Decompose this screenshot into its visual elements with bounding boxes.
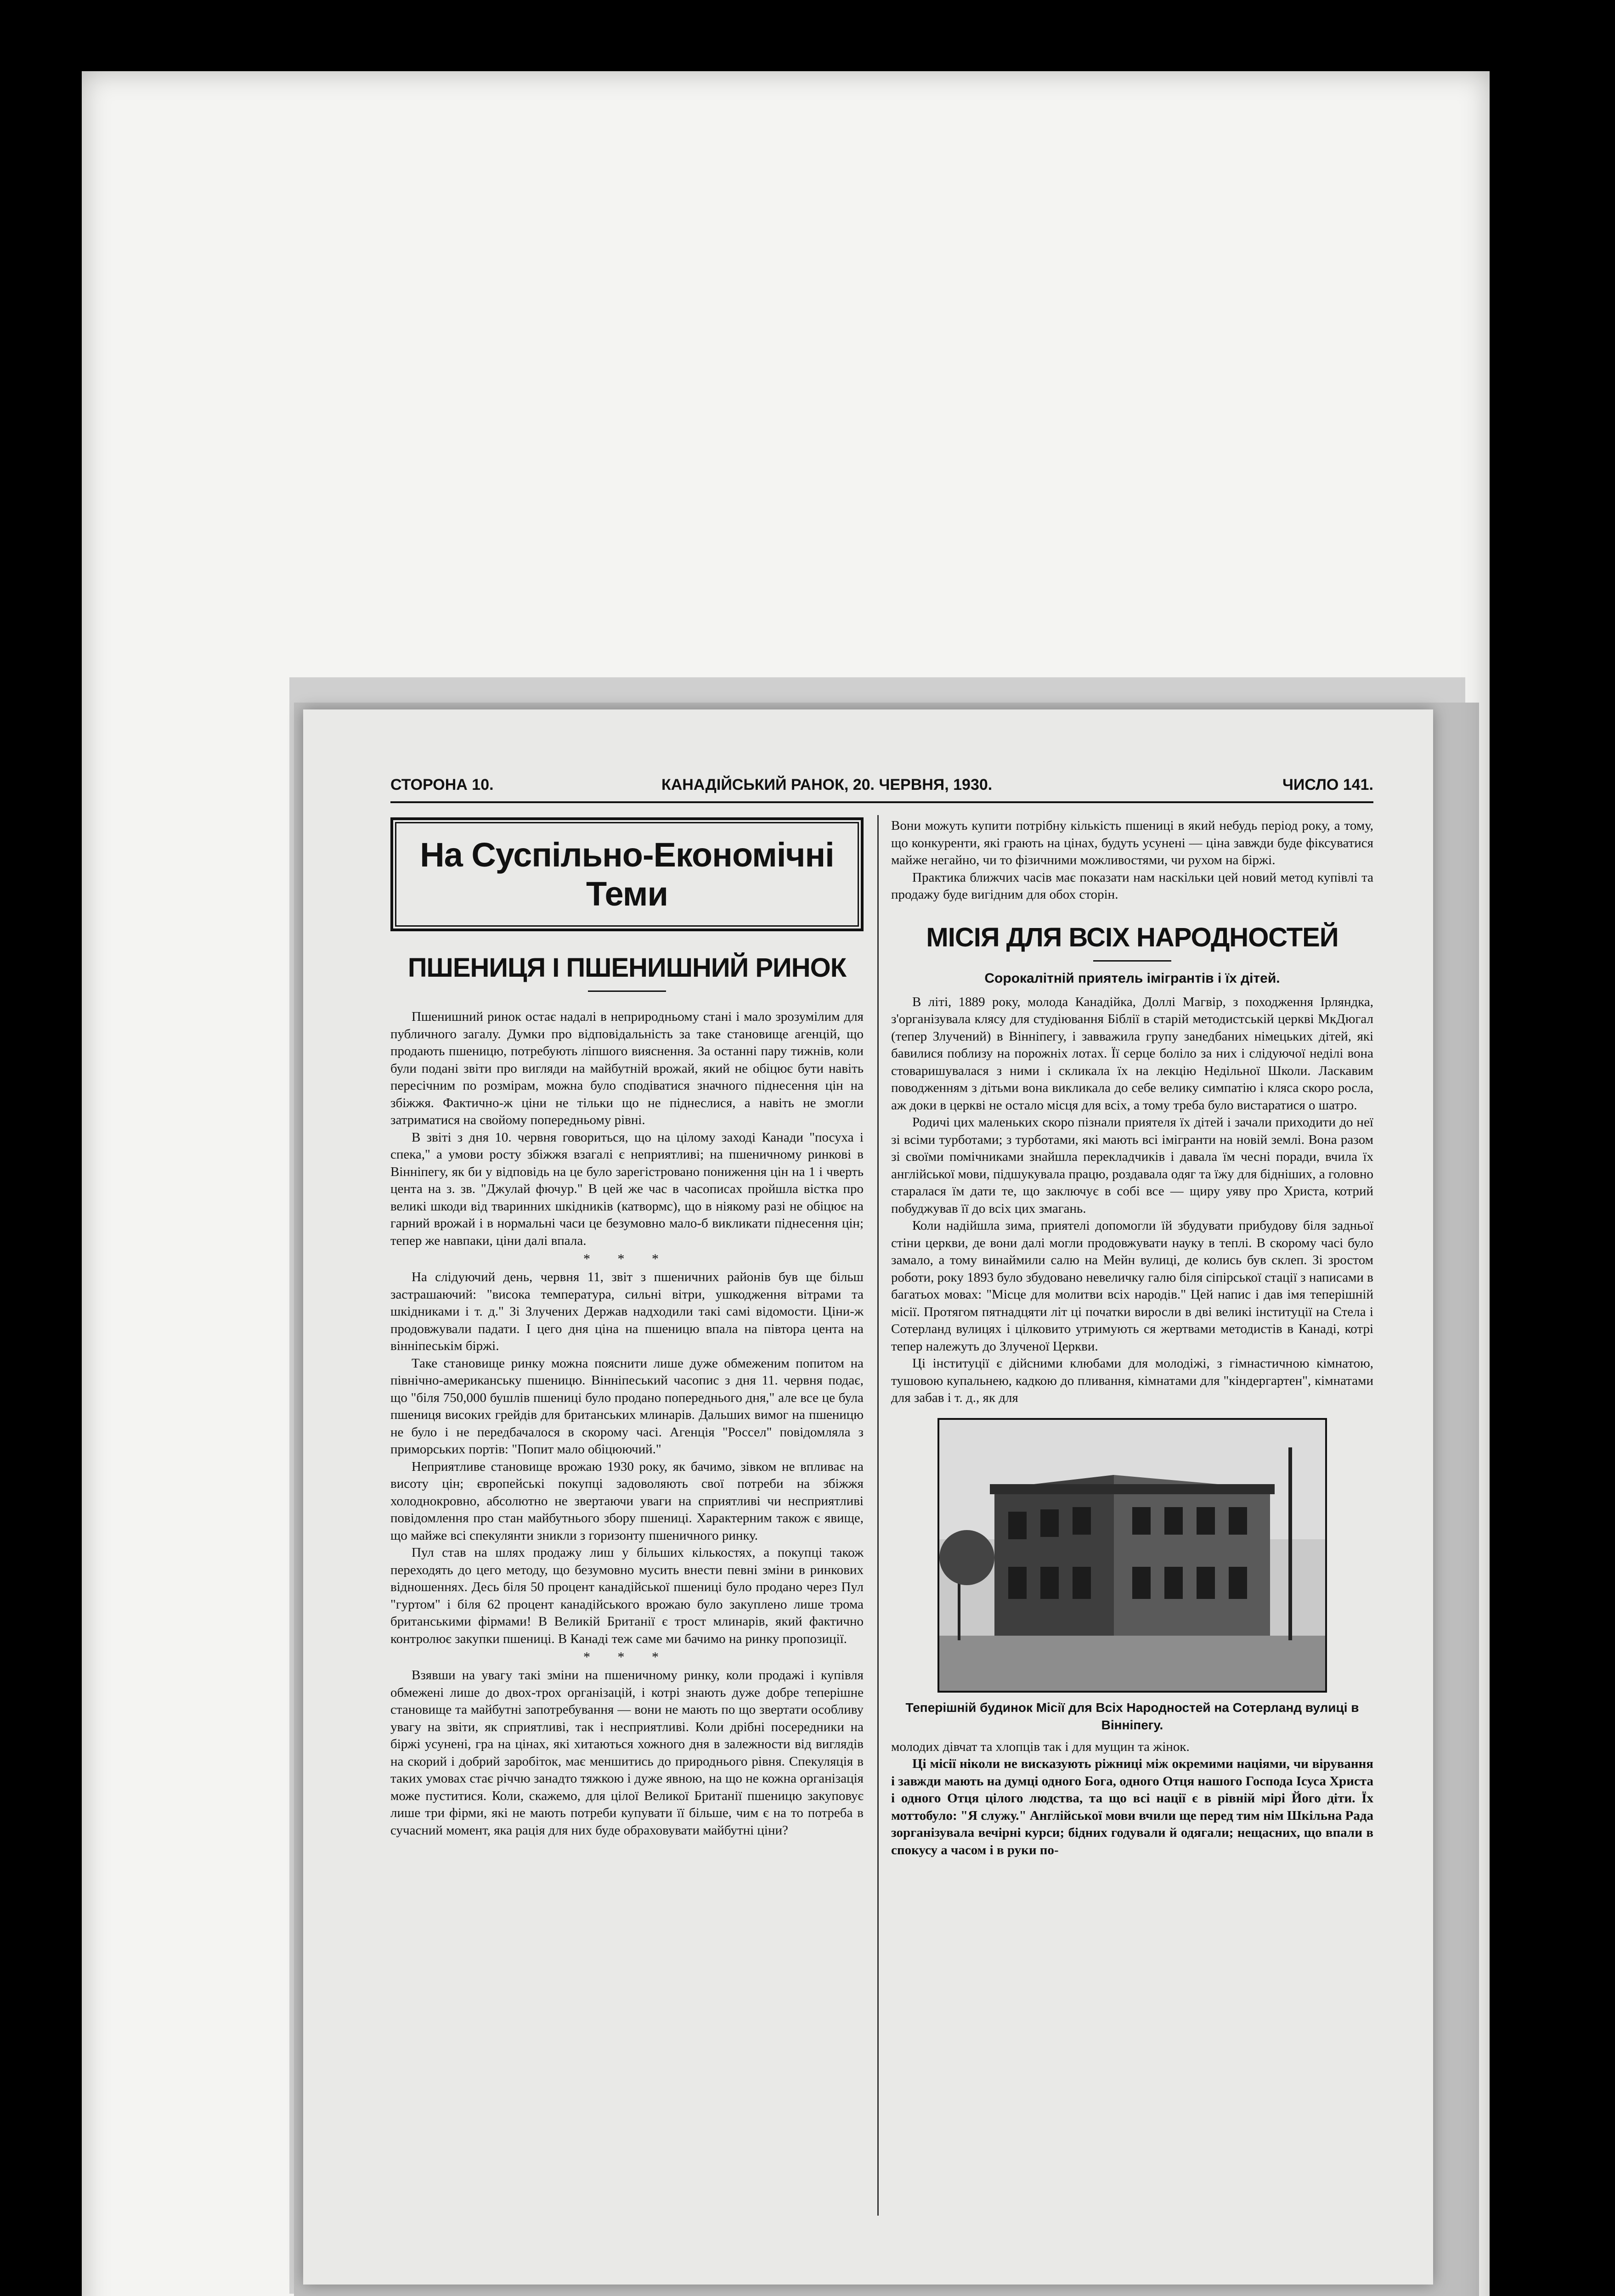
section-title: На Суспільно-Економічні Теми (395, 822, 859, 927)
headline-rule (588, 990, 666, 992)
paragraph: Вони можуть купити потрібну кількість пшениці в який небудь період року, а тому, що конкуренти, які грають на цінах, будуть усунені — ціна завжди буде фіксуватися майже негайно, чи то фізичними можливостями, чи рухом на біржі. (891, 818, 1373, 867)
left-column (390, 817, 864, 1839)
paragraph: Коли надійшла зима, приятелі допомогли їй збудувати прибудову біля задньої стіни церкви, де вони далі могли продовжувати науку в теплі. В скорому часі було замало, а тому винаймили салю на Мейн вулиці, де колись був склеп. Зі зростом роботи, року 1893 було збудовано невеличку галю біля сіпірської стації з написами в багатьох мовах: "Місце для молитви всіх народів." Цей напис і дав імя теперішній місії. Протягом пятнадцяти літ ці початки виросли в дві великі інституції на Стела і Сотерланд вулицях і цілковито утримують ся жертвами методистів в Канаді, котрі тепер належуть до Злученої Церкви. (891, 1218, 1373, 1354)
column-rule (877, 815, 879, 2216)
paragraph: Ці місії ніколи не висказують ріжниці між окремими націями, чи вірування і завжди мають на думці одного Бога, одного Отця нашого Господа Ісуса Христа і одного Отця цілого людства, та що всі нації є в рівній мірі Його діти. Їх моттобуло: "Я служу." Англійської мови вчили ще перед тим нім Шкільна Рада зорганізувала вечірні курси; бідних годували й одягали; нещасних, що впали в спокусу а часом і в руки по- (891, 1756, 1373, 1857)
section-separator: * * * (583, 1649, 671, 1665)
paragraph: В літі, 1889 року, молода Канадійка, Доллі Магвір, з походження Ірляндка, з'організувала клясу для студіювання Біблії в старій методистській церкві МкДюгал (тепер Злучений) в Вінніпегу, і завважила групу занедбаних німецьких дітей, які бавилися поблизу на порожніх лотах. Її серце боліло за них і слідуючої неділі вона стоваришувалася з ними і скликала їх на лекцію Недільної Школи. Ласкавим поводженням з дітьми вона викликала до себе велику симпатію і кляса скоро росла, аж доки в церкві не остало місця для всіх, а тому треба було вистаратися о шатро. (891, 994, 1373, 1113)
newspaper-page (303, 709, 1433, 2285)
paragraph: Родичі цих маленьких скоро пізнали приятеля їх дітей і зачали приходити до неї зі всіми турботами; з турботами, які мають всі імігранти на новій землі. Вона разом зі своїми помічниками знайшла перекладчиків і давала їм чесні поради, вчила їх англійської мови, підшукувала працю, роздавала одяг та їжу для бідніших, а головно старалася їм дати те, що заключує в собі все — щиру уяву про Христа, котрий побуджував її до всіх цих змагань. (891, 1115, 1373, 1216)
right-column (891, 817, 1373, 1859)
page-header (390, 776, 1373, 799)
masthead-date: КАНАДІЙСЬКИЙ РАНОК, 20. ЧЕРВНЯ, 1930. (661, 776, 993, 793)
section-separator: * * * (583, 1251, 671, 1266)
headline-rule (1093, 960, 1171, 962)
paragraph: молодих дівчат та хлопців так і для мущин та жінок. (891, 1739, 1190, 1754)
paragraph: Неприятливе становище врожаю 1930 року, як бачимо, зівком не впливає на висоту цін; європейські покупці задоволяють свої потреби на збіжжя холоднокровно, абсолютно не звертаючи уваги на сприятливі чи несприятливі повідомлення про стан майбутнього збору пшениці. Характерним також є явище, що майже всі спекулянти зникли з горизонту пшеничного ринку. (390, 1459, 864, 1543)
paragraph: На слідуючий день, червня 11, звіт з пшеничних районів був ще більш застрашаючий: "висока температура, сильні вітри, ушкодження вітрами та шкідниками і т. д." Зі Злучених Держав надходили такі самі відомости. Ціни-ж продовжували падати. І цего дня ціна на пшеницю впала на півтора цента на вінніпеськім біржі. (390, 1270, 864, 1353)
paragraph: Ці інституції є дійсними клюбами для молодіжі, з гімнастичною кімнатою, тушовою купальнею, кадкою до пливання, кімнатами для "кіндергартен", кімнатами для забав і т. д., як для (891, 1356, 1373, 1405)
building-illustration (939, 1420, 1325, 1691)
header-rule (390, 801, 1373, 803)
article-subheadline: Сорокалітній приятель імігрантів і їх дітей. (984, 970, 1280, 986)
page-label: СТОРОНА 10. (390, 776, 494, 793)
article-headline-wheat: ПШЕНИЦЯ І ПШЕНИШНИЙ РИНОК (407, 953, 847, 983)
paragraph: Практика ближчих часів має показати нам наскільки цей новий метод купівлі та продажу буде вигідним для обох сторін. (891, 870, 1373, 902)
photo-caption: Теперішній будинок Місії для Всіх Народностей на Сотерланд вулиці в Вінніпегу. (905, 1700, 1359, 1732)
mission-building-photo (937, 1418, 1327, 1693)
paragraph: Пул став на шлях продажу лиш у більших кількостях, а покупці також переходять до цего методу, що безумовно мусить внести певні зміни в ринкових відношеннях. Десь біля 50 процент канадійської пшениці було продано через Пул "гуртом" і біля 62 процент канадійського врожаю було закуплено лише трома британськими фірмами! В Великій Британії є трост млинарів, який фактично контролює закупки пшениці. В Канаді теж саме ми бачимо на ринку пропозиції. (390, 1545, 864, 1646)
paragraph: Взявши на увагу такі зміни на пшеничному ринку, коли продажі і купівля обмежені лише до двох-трох організацій, і котрі знають дуже добре теперішне становище та майбутні запотребування — вони не мають по що звертати особливу увагу на звіти, як сприятливі, так і несприятливі. Коли дрібні посередники на біржі усунені, гра на цінах, які хитаються хожного дня в залежности від виглядів на скорий і добрий заробіток, має меншитись до природнього рівня. Спекуляція в таких умовах стає річчю занадто тяжкою і дуже явною, на що не кожна організація може пуститися. Коли, скажемо, для цілої Великої Британії пшеницю закуповує лише три фірми, які не мають потреби купувати її більше, чим є на то потреба в сучасний момент, яка рація для них буде обраховувати майбутні ціни? (390, 1668, 864, 1838)
paragraph: Таке становище ринку можна пояснити лише дуже обмеженим попитом на північно-американську пшеницю. Вінніпеський часопис з дня 11. червня подає, що "біля 750,000 бушлів пшениці було продано попереднього дня," але все це була пшениця високих грейдів для британських млинарів. Дальших вимог на пшеницю не було і не передбачалося в скорому часі. Агенція "Россел" повідомляла з приморських портів: "Попит мало обіцюючий." (390, 1356, 864, 1457)
paragraph: Пшенишний ринок остає надалі в неприродньому стані і мало зрозумілим для публичного загалу. Думки про відповідальність за таке становище агенцій, що продають пшеницю, потребують ліпшого вияснення. За останні пару тижнів, коли були подані звіти про вигляди на майбутній врожай, який не обіцює бути навіть пересічним по розмірам, можна було сподіватися значного піднесення цін на збіжжя. Фактично-ж ціни не тільки що не піднеслися, а навіть не змогли затриматися на свойому попередньому рівні. (390, 1009, 864, 1127)
article-headline-mission: МІСІЯ ДЛЯ ВСІХ НАРОДНОСТЕЙ (926, 922, 1338, 952)
section-title-box (390, 817, 864, 931)
issue-number: ЧИСЛО 141. (1282, 776, 1373, 793)
paragraph: В звіті з дня 10. червня говориться, що на цілому заході Канади "посуха і спека," а умови росту збіжжя взагалі є неприятливі; на пшеничному ринкові в Вінніпегу, як би у відповідь на це було зарегістровано пониження цін на 1 і чверть цента на з. зв. "Джулай фючур." В цей же час в часописах пройшла вістка про великі шкоди від тваринних шкідників (катвормс), що в ніякому разі не обіцює на гарний врожай і в нормальні часи це безумовно мало-б викликати піднесення цін; тепер же навпаки, ціни далі впала. (390, 1130, 864, 1248)
